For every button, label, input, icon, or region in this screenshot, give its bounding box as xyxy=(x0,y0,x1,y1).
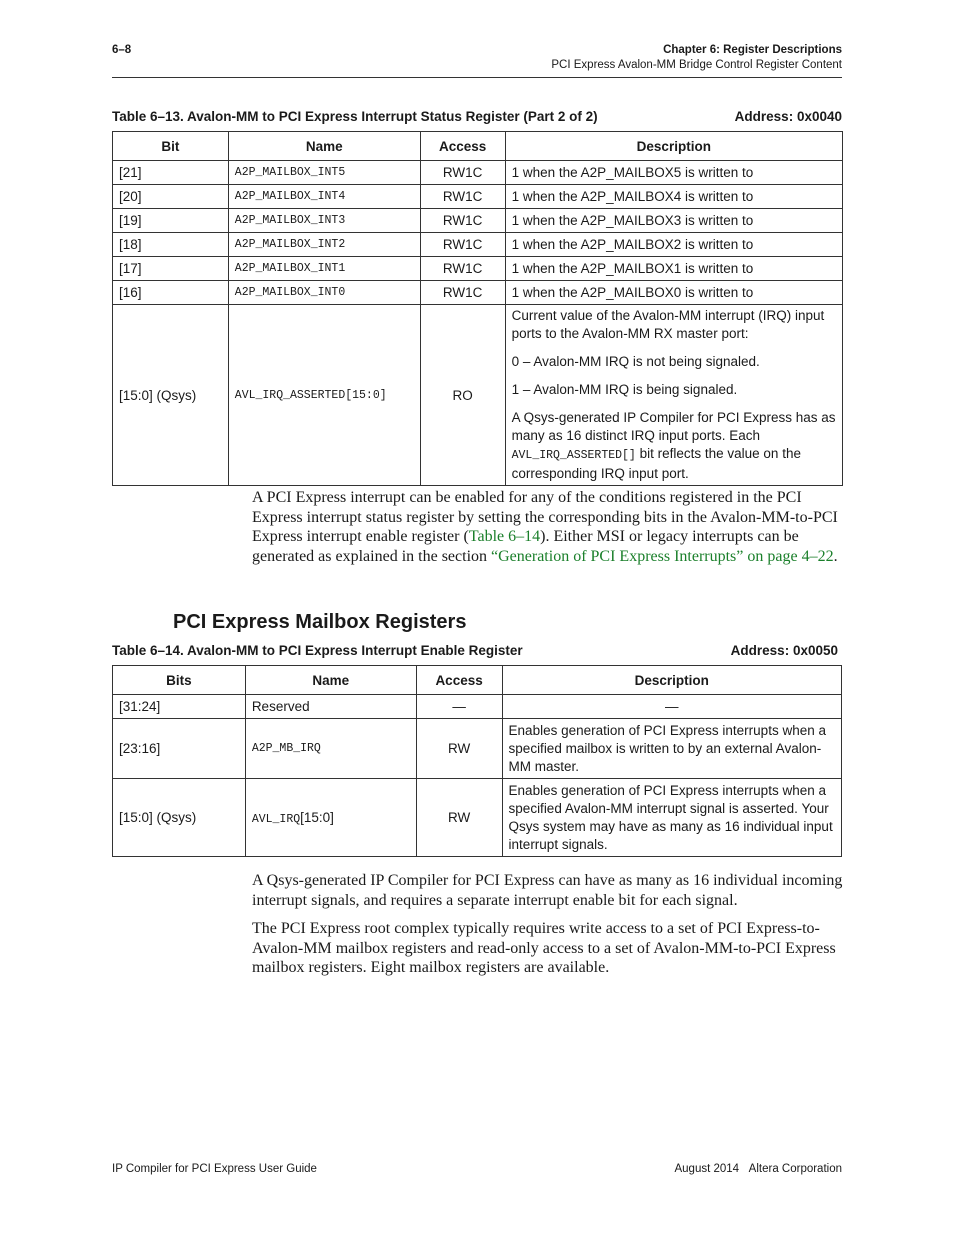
description-paragraph xyxy=(512,407,836,485)
table-row xyxy=(113,257,843,281)
access-cell: RO xyxy=(420,305,505,486)
paragraph-text: ). Either MSI or legacy interrupts can be generated as explained in the section xyxy=(252,528,799,565)
description-cell: 1 when the A2P_MAILBOX2 is written to xyxy=(505,233,842,257)
bit-cell: [17] xyxy=(113,257,229,281)
name-code: AVL_IRQ xyxy=(251,812,301,826)
table2-col-name: Name xyxy=(245,666,416,695)
table2-address: Address: 0x0050 xyxy=(730,643,838,658)
description-cell: Enables generation of PCI Express interrupts when a specified mailbox is written to by an external Avalon-MM master. xyxy=(502,719,841,779)
footer-date: August 2014 xyxy=(674,1163,740,1175)
table2-col-bits: Bits xyxy=(113,666,246,695)
footer-company: Altera Corporation xyxy=(748,1163,842,1175)
table-row xyxy=(113,209,843,233)
description-cell: 1 when the A2P_MAILBOX0 is written to xyxy=(505,281,842,305)
bit-cell: [21] xyxy=(113,161,229,185)
access-cell: RW xyxy=(416,779,502,857)
name-cell: A2P_MAILBOX_INT0 xyxy=(228,281,420,305)
description-cell: 1 when the A2P_MAILBOX1 is written to xyxy=(505,257,842,281)
table1-col-bit: Bit xyxy=(113,132,229,161)
paragraph-text: A PCI Express interrupt can be enabled for any of the conditions registered in the PCI Express interrupt status register by setting the corresponding bits in the Avalon-MM-to-PCI Express interrupt enable register ( xyxy=(252,489,838,545)
description-cell: 1 when the A2P_MAILBOX4 is written to xyxy=(505,185,842,209)
chapter-title: Chapter 6: Register Descriptions xyxy=(663,44,842,56)
register-field-code: AVL_IRQ_ASSERTED[] xyxy=(511,449,636,462)
access-cell: — xyxy=(416,695,502,719)
body-paragraphs xyxy=(252,871,844,987)
description-cell: — xyxy=(502,695,841,719)
description-text: A Qsys-generated IP Compiler for PCI Express has as many as 16 distinct IRQ input ports. Each xyxy=(511,410,836,443)
description-cell: 1 when the A2P_MAILBOX5 is written to xyxy=(505,161,842,185)
paragraph xyxy=(252,488,844,566)
table2-caption: Table 6–14. Avalon-MM to PCI Express Interrupt Enable Register xyxy=(112,643,523,658)
table1-caption: Table 6–13. Avalon-MM to PCI Express Interrupt Status Register (Part 2 of 2) xyxy=(112,109,598,124)
table1 xyxy=(112,131,843,486)
name-cell: A2P_MAILBOX_INT1 xyxy=(228,257,420,281)
access-cell: RW xyxy=(416,719,502,779)
table-row xyxy=(113,305,843,486)
bit-cell: [18] xyxy=(113,233,229,257)
header-rule xyxy=(112,77,842,78)
bit-cell: [19] xyxy=(113,209,229,233)
description-paragraph: 0 – Avalon-MM IRQ is not being signaled. xyxy=(511,354,760,369)
name-cell: A2P_MB_IRQ xyxy=(245,719,416,779)
name-cell: A2P_MAILBOX_INT5 xyxy=(228,161,420,185)
table-row xyxy=(113,161,843,185)
table-row xyxy=(113,779,842,857)
access-cell: RW1C xyxy=(420,233,505,257)
access-cell: RW1C xyxy=(420,209,505,233)
table2-col-access: Access xyxy=(416,666,502,695)
table1-col-access: Access xyxy=(420,132,505,161)
table1-col-description: Description xyxy=(505,132,842,161)
table-row xyxy=(113,719,842,779)
table2 xyxy=(112,665,842,857)
footer-guide-title: IP Compiler for PCI Express User Guide xyxy=(112,1163,317,1175)
table-row xyxy=(113,233,843,257)
page-number: 6–8 xyxy=(112,44,132,56)
description-paragraph: 1 – Avalon-MM IRQ is being signaled. xyxy=(511,382,738,397)
access-cell: RW1C xyxy=(420,185,505,209)
table-row xyxy=(113,281,843,305)
name-cell: AVL_IRQ_ASSERTED[15:0] xyxy=(228,305,420,486)
access-cell: RW1C xyxy=(420,281,505,305)
description-cell: 1 when the A2P_MAILBOX3 is written to xyxy=(505,209,842,233)
access-cell: RW1C xyxy=(420,161,505,185)
footer-right xyxy=(674,1163,842,1175)
description-text: bit reflects the value on the corresponding IRQ input port. xyxy=(511,446,801,481)
name-cell xyxy=(245,779,416,857)
table2-header-row xyxy=(113,666,842,695)
section-title: PCI Express Mailbox Registers xyxy=(173,611,467,633)
paragraph-text: . xyxy=(833,547,838,565)
bit-cell: [16] xyxy=(113,281,229,305)
name-cell: A2P_MAILBOX_INT3 xyxy=(228,209,420,233)
name-cell: A2P_MAILBOX_INT4 xyxy=(228,185,420,209)
table2-col-description: Description xyxy=(502,666,841,695)
body-paragraph-3: The PCI Express root complex typically requires write access to a set of PCI Express-to-Avalon-MM mailbox registers and read-only access to a set of Avalon-MM-to-PCI Express mailbox registers. Eight mailbox registers are available. xyxy=(252,920,836,976)
description-cell: Enables generation of PCI Express interrupts when a specified Avalon-MM interrupt signal is asserted. Your Qsys system may have as many as 16 individual input interrupt signals. xyxy=(502,779,841,857)
name-cell: A2P_MAILBOX_INT2 xyxy=(228,233,420,257)
name-cell: Reserved xyxy=(245,695,416,719)
body-paragraph-1 xyxy=(252,488,844,575)
access-cell: RW1C xyxy=(420,257,505,281)
description-paragraph: Current value of the Avalon-MM interrupt (IRQ) input ports to the Avalon-MM RX master port: xyxy=(511,308,825,341)
bit-cell: [15:0] (Qsys) xyxy=(113,779,246,857)
table-row xyxy=(113,695,842,719)
table1-header-row xyxy=(113,132,843,161)
bit-cell: [31:24] xyxy=(113,695,246,719)
bit-cell: [23:16] xyxy=(113,719,246,779)
bit-cell: [20] xyxy=(113,185,229,209)
table1-col-name: Name xyxy=(228,132,420,161)
generation-of-interrupts-link[interactable]: “Generation of PCI Express Interrupts” on page 4–22 xyxy=(491,547,834,565)
description-cell xyxy=(505,305,842,486)
table-row xyxy=(113,185,843,209)
table-6-14-link[interactable]: Table 6–14 xyxy=(468,528,541,545)
body-paragraph-2: A Qsys-generated IP Compiler for PCI Express can have as many as 16 individual incoming interrupt signals, and requires a separate interrupt enable bit for each signal. xyxy=(252,872,843,909)
table1-address: Address: 0x0040 xyxy=(734,109,842,124)
name-suffix: [15:0] xyxy=(300,809,334,825)
header-subtitle: PCI Express Avalon-MM Bridge Control Register Content xyxy=(551,59,842,71)
bit-cell: [15:0] (Qsys) xyxy=(113,305,229,486)
